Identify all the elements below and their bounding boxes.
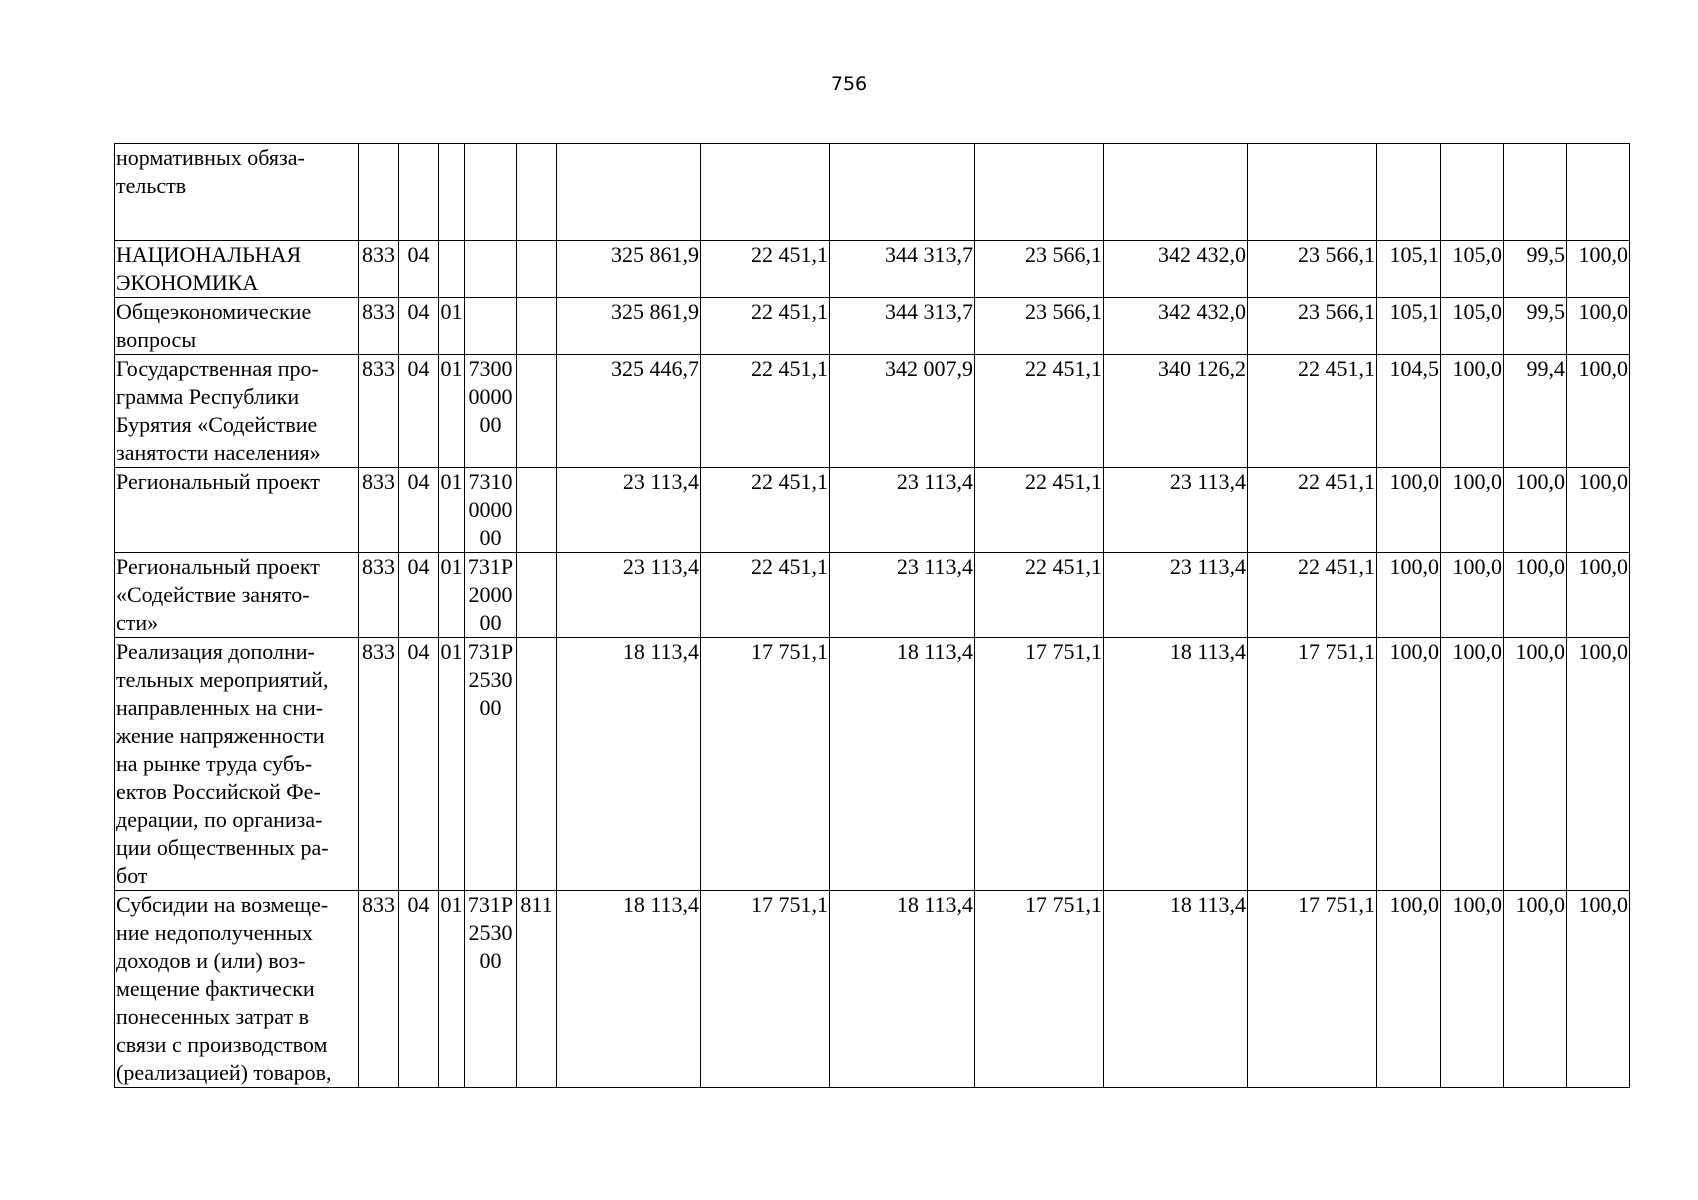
value-cell: 17 751,1	[975, 891, 1104, 1088]
subsection-code	[439, 241, 465, 298]
table-row	[115, 144, 1630, 241]
subsection-code	[439, 144, 465, 241]
value-cell: 22 451,1	[701, 468, 830, 553]
value-cell: 342 007,9	[830, 355, 975, 468]
ved-code: 833	[359, 355, 399, 468]
value-cell: 344 313,7	[830, 298, 975, 355]
ved-code: 833	[359, 891, 399, 1088]
value-cell: 99,5	[1504, 241, 1567, 298]
value-cell: 18 113,4	[557, 891, 701, 1088]
section-code: 04	[399, 553, 439, 638]
value-cell	[1504, 144, 1567, 241]
subsection-code: 01	[439, 891, 465, 1088]
value-cell: 17 751,1	[1248, 638, 1377, 891]
value-cell: 23 113,4	[830, 468, 975, 553]
ved-code: 833	[359, 638, 399, 891]
value-cell	[1377, 144, 1441, 241]
value-cell: 100,0	[1567, 241, 1630, 298]
page-number: 756	[830, 73, 868, 95]
row-name: Региональный проект	[115, 468, 359, 553]
target-article-code	[465, 298, 517, 355]
ved-code: 833	[359, 298, 399, 355]
table-body	[115, 144, 1630, 1088]
value-cell: 22 451,1	[701, 553, 830, 638]
row-name: Реализация дополни- тельных мероприятий, направленных на сни- жение напряженности на рынке труда субъ- ектов Российской Фе- дерации, по организа- ции общественных ра- бот	[115, 638, 359, 891]
ved-code: 833	[359, 468, 399, 553]
value-cell: 105,1	[1377, 298, 1441, 355]
value-cell	[975, 144, 1104, 241]
value-cell: 23 113,4	[1104, 553, 1248, 638]
value-cell	[701, 144, 830, 241]
value-cell: 100,0	[1441, 355, 1504, 468]
value-cell: 100,0	[1441, 553, 1504, 638]
expense-type-code	[517, 355, 557, 468]
value-cell: 22 451,1	[975, 355, 1104, 468]
target-article-code: 731P 2000 00	[465, 553, 517, 638]
value-cell: 22 451,1	[975, 553, 1104, 638]
value-cell: 100,0	[1377, 468, 1441, 553]
expense-type-code: 811	[517, 891, 557, 1088]
value-cell	[557, 144, 701, 241]
value-cell: 105,1	[1377, 241, 1441, 298]
value-cell: 100,0	[1377, 553, 1441, 638]
value-cell: 99,4	[1504, 355, 1567, 468]
value-cell: 17 751,1	[1248, 891, 1377, 1088]
value-cell: 22 451,1	[701, 355, 830, 468]
table-row	[115, 355, 1630, 468]
value-cell: 23 566,1	[975, 241, 1104, 298]
value-cell: 23 566,1	[1248, 298, 1377, 355]
value-cell: 342 432,0	[1104, 241, 1248, 298]
value-cell: 23 113,4	[830, 553, 975, 638]
value-cell: 22 451,1	[1248, 468, 1377, 553]
subsection-code: 01	[439, 553, 465, 638]
section-code: 04	[399, 891, 439, 1088]
target-article-code	[465, 241, 517, 298]
row-name: нормативных обяза- тельств	[115, 144, 359, 241]
ved-code: 833	[359, 241, 399, 298]
expense-type-code	[517, 468, 557, 553]
value-cell: 22 451,1	[701, 241, 830, 298]
expense-type-code	[517, 298, 557, 355]
subsection-code: 01	[439, 298, 465, 355]
section-code: 04	[399, 468, 439, 553]
value-cell: 18 113,4	[557, 638, 701, 891]
value-cell: 100,0	[1377, 891, 1441, 1088]
table-row	[115, 553, 1630, 638]
table-row	[115, 891, 1630, 1088]
expense-type-code	[517, 241, 557, 298]
expense-type-code	[517, 638, 557, 891]
value-cell: 344 313,7	[830, 241, 975, 298]
target-article-code	[465, 144, 517, 241]
value-cell: 22 451,1	[701, 298, 830, 355]
value-cell: 340 126,2	[1104, 355, 1248, 468]
row-name: Общеэкономические вопросы	[115, 298, 359, 355]
value-cell: 342 432,0	[1104, 298, 1248, 355]
value-cell: 100,0	[1567, 638, 1630, 891]
value-cell: 325 861,9	[557, 298, 701, 355]
budget-table	[114, 143, 1630, 1088]
section-code: 04	[399, 355, 439, 468]
value-cell: 23 566,1	[1248, 241, 1377, 298]
value-cell: 99,5	[1504, 298, 1567, 355]
value-cell: 100,0	[1567, 298, 1630, 355]
value-cell: 100,0	[1567, 553, 1630, 638]
value-cell: 100,0	[1441, 468, 1504, 553]
value-cell	[1248, 144, 1377, 241]
value-cell: 100,0	[1504, 891, 1567, 1088]
target-article-code: 731P 2530 00	[465, 638, 517, 891]
value-cell: 105,0	[1441, 298, 1504, 355]
table-row	[115, 298, 1630, 355]
value-cell: 100,0	[1441, 638, 1504, 891]
value-cell: 100,0	[1504, 638, 1567, 891]
value-cell	[1567, 144, 1630, 241]
ved-code	[359, 144, 399, 241]
section-code	[399, 144, 439, 241]
value-cell: 22 451,1	[1248, 355, 1377, 468]
value-cell: 17 751,1	[701, 891, 830, 1088]
value-cell: 104,5	[1377, 355, 1441, 468]
table-row	[115, 241, 1630, 298]
row-name: Субсидии на возмеще- ние недополученных доходов и (или) воз- мещение фактически понесенных затрат в связи с производством (реализацией) товаров,	[115, 891, 359, 1088]
section-code: 04	[399, 241, 439, 298]
value-cell: 105,0	[1441, 241, 1504, 298]
value-cell: 23 113,4	[1104, 468, 1248, 553]
row-name: Региональный проект «Содействие занято- сти»	[115, 553, 359, 638]
subsection-code: 01	[439, 468, 465, 553]
value-cell: 18 113,4	[1104, 891, 1248, 1088]
value-cell: 18 113,4	[830, 638, 975, 891]
table-row	[115, 638, 1630, 891]
value-cell	[830, 144, 975, 241]
expense-type-code	[517, 553, 557, 638]
table-row	[115, 468, 1630, 553]
value-cell: 100,0	[1567, 891, 1630, 1088]
value-cell: 17 751,1	[701, 638, 830, 891]
subsection-code: 01	[439, 638, 465, 891]
subsection-code: 01	[439, 355, 465, 468]
expense-type-code	[517, 144, 557, 241]
value-cell: 100,0	[1504, 468, 1567, 553]
value-cell	[1104, 144, 1248, 241]
section-code: 04	[399, 638, 439, 891]
value-cell: 23 566,1	[975, 298, 1104, 355]
target-article-code: 731P 2530 00	[465, 891, 517, 1088]
value-cell	[1441, 144, 1504, 241]
section-code: 04	[399, 298, 439, 355]
target-article-code: 7300 0000 00	[465, 355, 517, 468]
value-cell: 100,0	[1504, 553, 1567, 638]
value-cell: 17 751,1	[975, 638, 1104, 891]
value-cell: 100,0	[1567, 468, 1630, 553]
value-cell: 18 113,4	[830, 891, 975, 1088]
value-cell: 100,0	[1441, 891, 1504, 1088]
value-cell: 23 113,4	[557, 468, 701, 553]
value-cell: 325 861,9	[557, 241, 701, 298]
value-cell: 100,0	[1377, 638, 1441, 891]
value-cell: 18 113,4	[1104, 638, 1248, 891]
row-name: НАЦИОНАЛЬНАЯ ЭКОНОМИКА	[115, 241, 359, 298]
target-article-code: 7310 0000 00	[465, 468, 517, 553]
value-cell: 22 451,1	[1248, 553, 1377, 638]
value-cell: 23 113,4	[557, 553, 701, 638]
value-cell: 22 451,1	[975, 468, 1104, 553]
ved-code: 833	[359, 553, 399, 638]
value-cell: 325 446,7	[557, 355, 701, 468]
row-name: Государственная про- грамма Республики Бурятия «Содействие занятости населения»	[115, 355, 359, 468]
value-cell: 100,0	[1567, 355, 1630, 468]
